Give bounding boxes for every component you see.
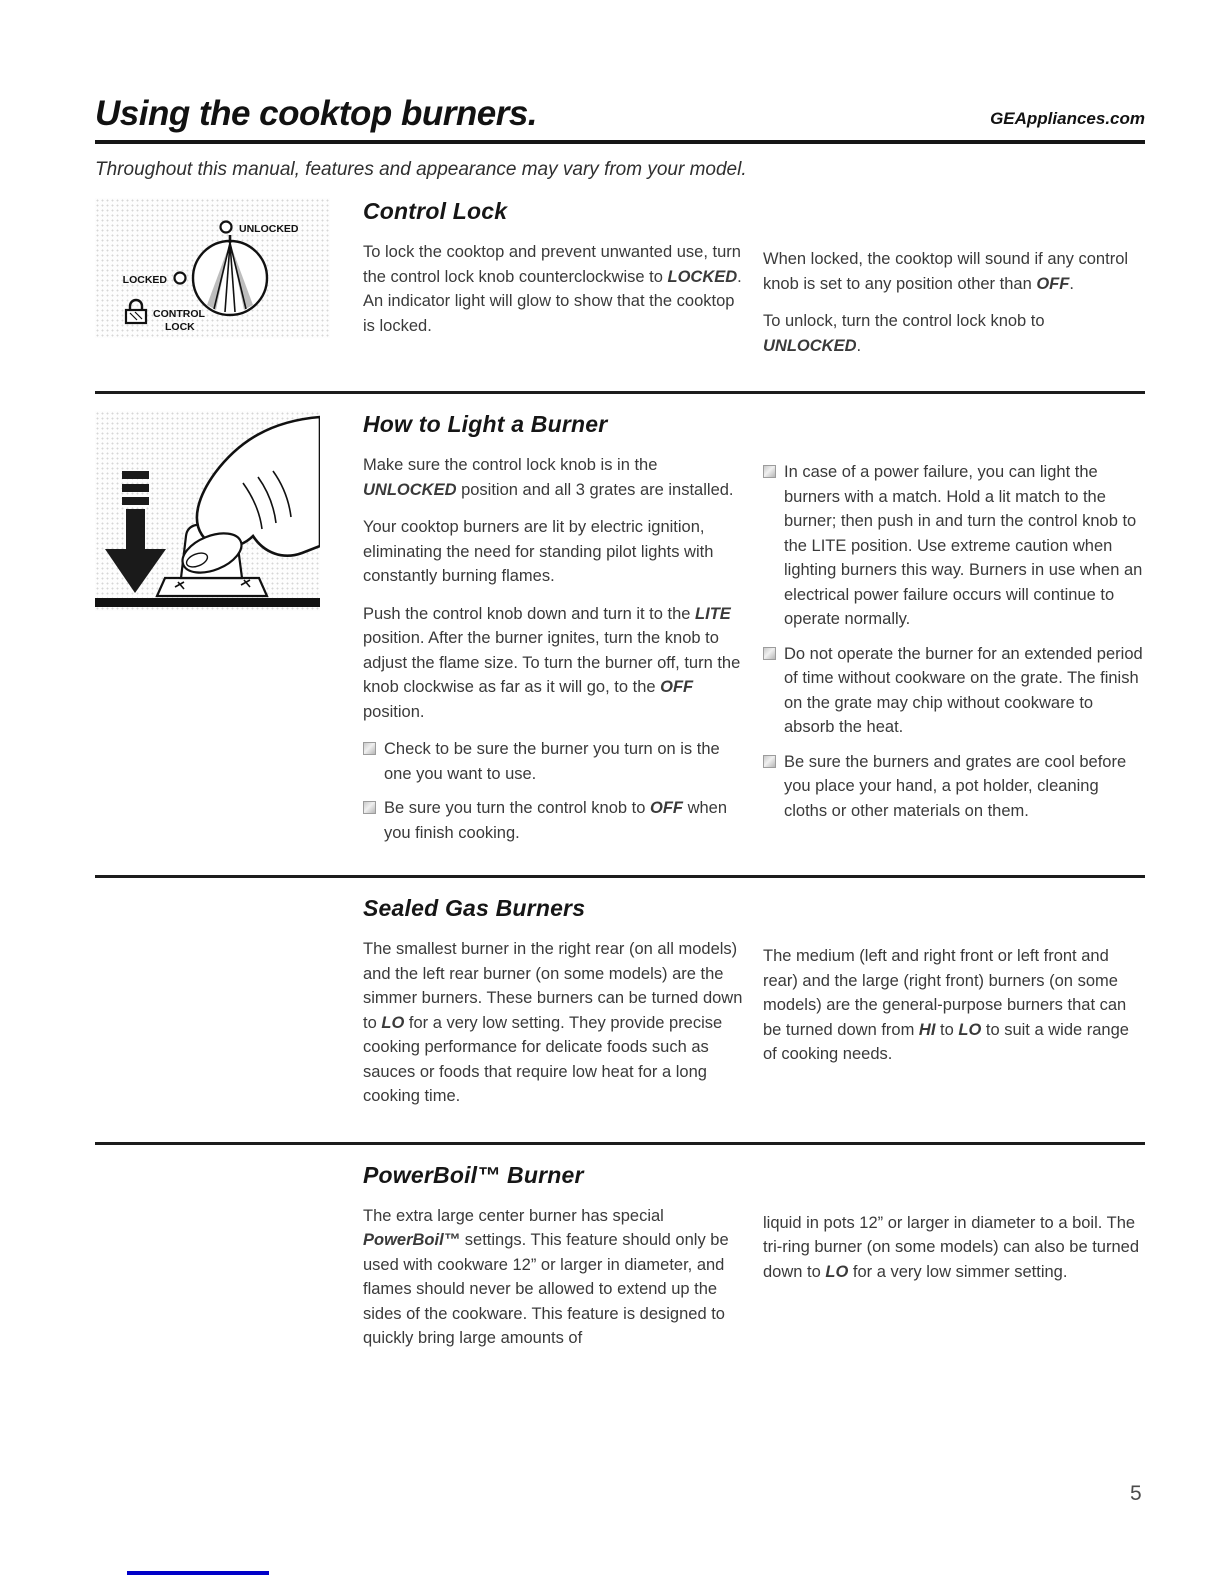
bullet-text: Do not operate the burner for an extended period of time without cookware on the grate. The finish on the grate may chip without cookware to absorb the heat. — [784, 644, 1143, 736]
disclaimer-subtitle: Throughout this manual, features and appearance may vary from your model. — [95, 159, 747, 180]
website-text[interactable]: GEAppliances.com — [990, 109, 1145, 128]
ground-line — [95, 598, 320, 607]
bullet-text: Be sure the burners and grates are cool before you place your hand, a pot holder, cleaning cloths or other materials on them. — [784, 752, 1127, 820]
list-item — [363, 796, 745, 845]
bullet-text: Check to be sure the burner you turn on is the one you want to use. — [384, 740, 720, 783]
unlocked-label: UNLOCKED — [239, 223, 299, 235]
bullet-text: Be sure you turn the control knob to OFF when you finish cooking. — [384, 799, 728, 842]
paragraph: The smallest burner in the right rear (on all models) and the left rear burner (on some models) are the simmer burners. These burners can be turned down to LO for a very low setting. They provide precise cooking performance for delicate foods such as sauces or foods that require low heat for a long cooking time. — [363, 940, 743, 1105]
page-title: Using the cooktop burners. — [95, 94, 538, 133]
section-powerboil — [95, 1162, 1145, 1364]
section-control-lock — [95, 198, 1145, 371]
list-item — [763, 460, 1145, 632]
hand-pressing-knob-illustration — [95, 411, 320, 611]
list-item — [763, 642, 1145, 740]
knob-dial-icon — [193, 235, 267, 315]
page-header — [95, 0, 1145, 131]
light-burner-figure — [95, 411, 320, 611]
list-item — [763, 750, 1145, 824]
locked-label: LOCKED — [122, 274, 167, 286]
lock-label: LOCK — [165, 321, 195, 333]
square-bullet-icon — [763, 647, 776, 660]
paragraph: Make sure the control lock knob is in the UNLOCKED position and all 3 grates are installed. — [363, 456, 734, 499]
section-heading-sealed-gas: Sealed Gas Burners — [363, 895, 586, 921]
section-divider — [95, 1142, 1145, 1145]
paragraph: When locked, the cooktop will sound if any control knob is set to any position other than OFF. — [763, 250, 1129, 293]
section-heading-how-to-light: How to Light a Burner — [363, 411, 608, 437]
square-bullet-icon — [763, 465, 776, 478]
paragraph: To unlock, turn the control lock knob to UNLOCKED. — [763, 312, 1045, 355]
header-rule — [95, 140, 1145, 144]
paragraph: To lock the cooktop and prevent unwanted use, turn the control lock knob counterclockwise to LOCKED. An indicator light will glow to show that the cooktop is locked. — [363, 243, 742, 335]
down-arrow-icon — [105, 471, 166, 593]
paragraph: The extra large center burner has special PowerBoil™ settings. This feature should only be used with cookware 12” or larger in diameter, and flames should never be allowed to extend up the sides of the cookware. This feature is designed to quickly bring large amounts of — [363, 1206, 729, 1347]
section-divider — [95, 875, 1145, 878]
square-bullet-icon — [763, 755, 776, 768]
section-heading-powerboil: PowerBoil™ Burner — [363, 1161, 584, 1188]
unlocked-indicator-icon — [221, 222, 232, 233]
section-divider — [95, 391, 1145, 394]
hand-icon — [177, 417, 320, 580]
square-bullet-icon — [363, 801, 376, 814]
section-sealed-gas — [95, 895, 1145, 1122]
padlock-icon — [126, 300, 146, 323]
list-item — [363, 737, 745, 786]
control-lock-figure — [95, 198, 330, 338]
bullet-text: In case of a power failure, you can light the burners with a match. Hold a lit match to the burner; then push in and turn the control knob to the LITE position. Use extreme caution when lighting burners this way. Burners in use when an electrical power failure occurs will continue to operate normally. — [784, 463, 1143, 628]
paragraph: Push the control knob down and turn it to the LITE position. After the burner ignites, turn the knob to adjust the flame size. To turn the burner off, turn the knob clockwise as far as it will go, to the OFF position. — [363, 604, 741, 721]
square-bullet-icon — [363, 742, 376, 755]
section-heading-control-lock: Control Lock — [363, 198, 508, 224]
paragraph: liquid in pots 12” or larger in diameter to a boil. The tri-ring burner (on some models) can also be turned down to LO for a very low simmer setting. — [763, 1213, 1140, 1281]
page-number: 5 — [1130, 1482, 1142, 1505]
section-how-to-light — [95, 411, 1145, 855]
footer-accent-line — [127, 1571, 269, 1575]
locked-indicator-icon — [175, 273, 186, 284]
paragraph: Your cooktop burners are lit by electric ignition, eliminating the need for standing pilot lights with constantly burning flames. — [363, 518, 714, 585]
control-label: CONTROL — [153, 308, 205, 320]
control-lock-knob-illustration — [95, 198, 330, 338]
paragraph: The medium (left and right front or left front and rear) and the large (right front) burners (on some models) are the general-purpose burners that can be turned down from HI to LO to suit a wide range of cooking needs. — [763, 947, 1129, 1063]
